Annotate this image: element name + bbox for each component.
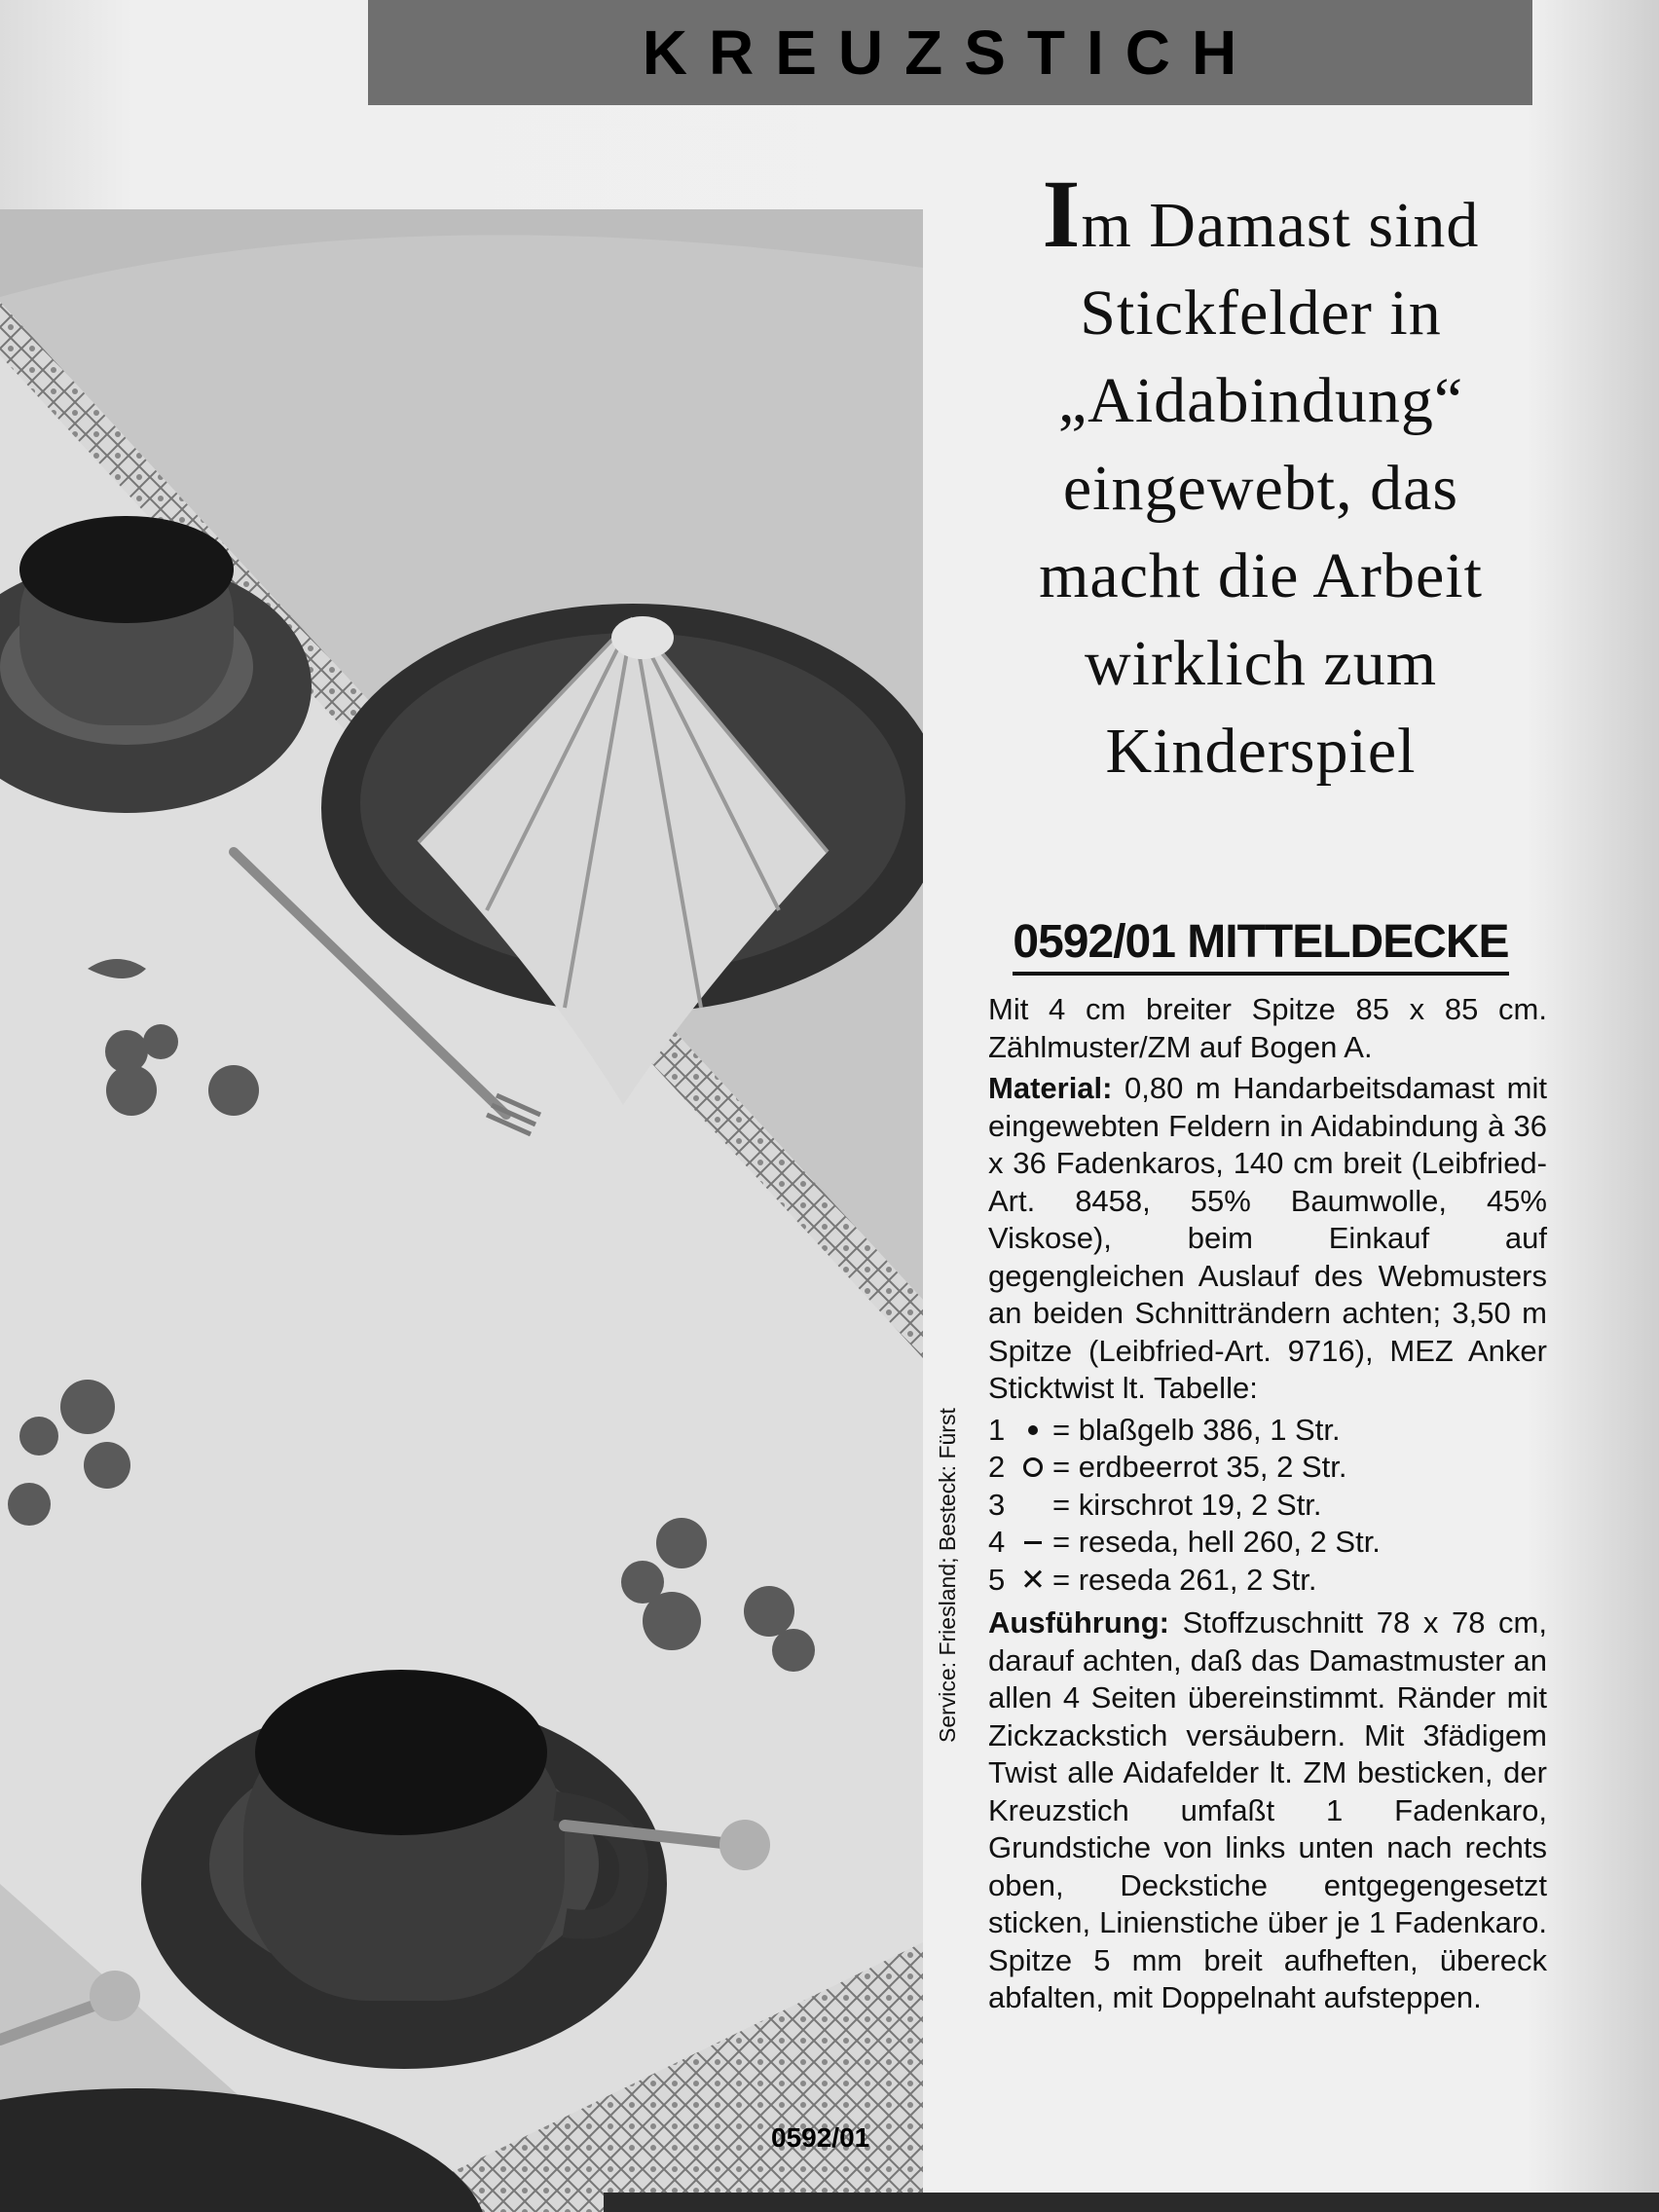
photo-code-label: 0592/01 xyxy=(771,2122,870,2153)
photo-credit: Service: Friesland; Besteck: Fürst xyxy=(935,1408,960,1743)
color-legend xyxy=(988,1412,1547,1600)
legend-row: 2 = erdbeerrot 35, 2 Str. xyxy=(988,1450,1347,1484)
article-title: 0592/01 MITTELDECKE xyxy=(1013,916,1508,976)
headline-line-2: Stickfelder in xyxy=(1080,277,1442,349)
legend-row: 3 = kirschrot 19, 2 Str. xyxy=(988,1487,1322,1522)
headline-line-7: Kinderspiel xyxy=(1105,716,1417,787)
article-body xyxy=(988,991,1547,2021)
dot-icon xyxy=(1014,1425,1052,1435)
dash-icon xyxy=(1014,1541,1052,1544)
category-label: KREUZSTICH xyxy=(642,18,1259,88)
bottom-rule xyxy=(604,2193,1659,2212)
category-header xyxy=(368,0,1532,105)
product-photo xyxy=(0,209,923,2212)
ring-icon xyxy=(1014,1457,1052,1477)
headline-dropcap: I xyxy=(1042,160,1082,268)
execution-label: Ausführung: xyxy=(988,1605,1169,1640)
headline-line-3: „Aidabindung“ xyxy=(1057,365,1464,436)
execution-paragraph xyxy=(988,1604,1547,2017)
headline xyxy=(949,160,1572,795)
cross-icon: ✕ xyxy=(1020,1562,1046,1597)
execution-text: Stoffzuschnitt 78 x 78 cm, darauf achten, daß das Damastmuster an allen 4 Seiten übereinstimmt. Ränder mit Zickzackstich versäubern. Mit 3fädigem Twist alle Aidafelder lt. ZM besticken, der Kreuzstich umfaßt 1 Fadenkaro, Grundstiche von links unten nach rechts oben, Deckstiche entgegengesetzt sticken, Linienstiche über je 1 Fadenkaro. Spitze 5 mm breit aufheften, übereck abfalten, mit Doppelnaht aufsteppen. xyxy=(988,1605,1547,2014)
headline-line-4: eingewebt, das xyxy=(1062,453,1459,524)
article-title-wrap xyxy=(969,915,1553,969)
table-setting-photo-icon xyxy=(0,209,923,2212)
legend-row: 1 = blaßgelb 386, 1 Str. xyxy=(988,1412,1341,1447)
material-label: Material: xyxy=(988,1071,1113,1105)
headline-line-6: wirklich zum xyxy=(1084,628,1438,699)
headline-line-5: macht die Arbeit xyxy=(1039,540,1483,611)
material-paragraph xyxy=(988,1070,1547,1408)
article-intro: Mit 4 cm breiter Spitze 85 x 85 cm. Zählmuster/ZM auf Bogen A. xyxy=(988,992,1547,1064)
headline-line-1: Im Damast sind xyxy=(1042,160,1480,268)
material-text: 0,80 m Handarbeitsdamast mit eingewebten Feldern in Aidabindung à 36 x 36 Fadenkaros, 140 cm breit (Leibfried-Art. 8458, 55% Baumwolle, 45% Viskose), beim Einkauf auf gegengleichen Auslauf des Webmusters an beiden Schnitträndern achten; 3,50 m Spitze (Leibfried-Art. 9716), MEZ Anker Sticktwist lt. Tabelle: xyxy=(988,1071,1547,1405)
legend-row: 5 ✕ = reseda 261, 2 Str. xyxy=(988,1562,1547,1600)
legend-row: 4 = reseda, hell 260, 2 Str. xyxy=(988,1525,1381,1559)
